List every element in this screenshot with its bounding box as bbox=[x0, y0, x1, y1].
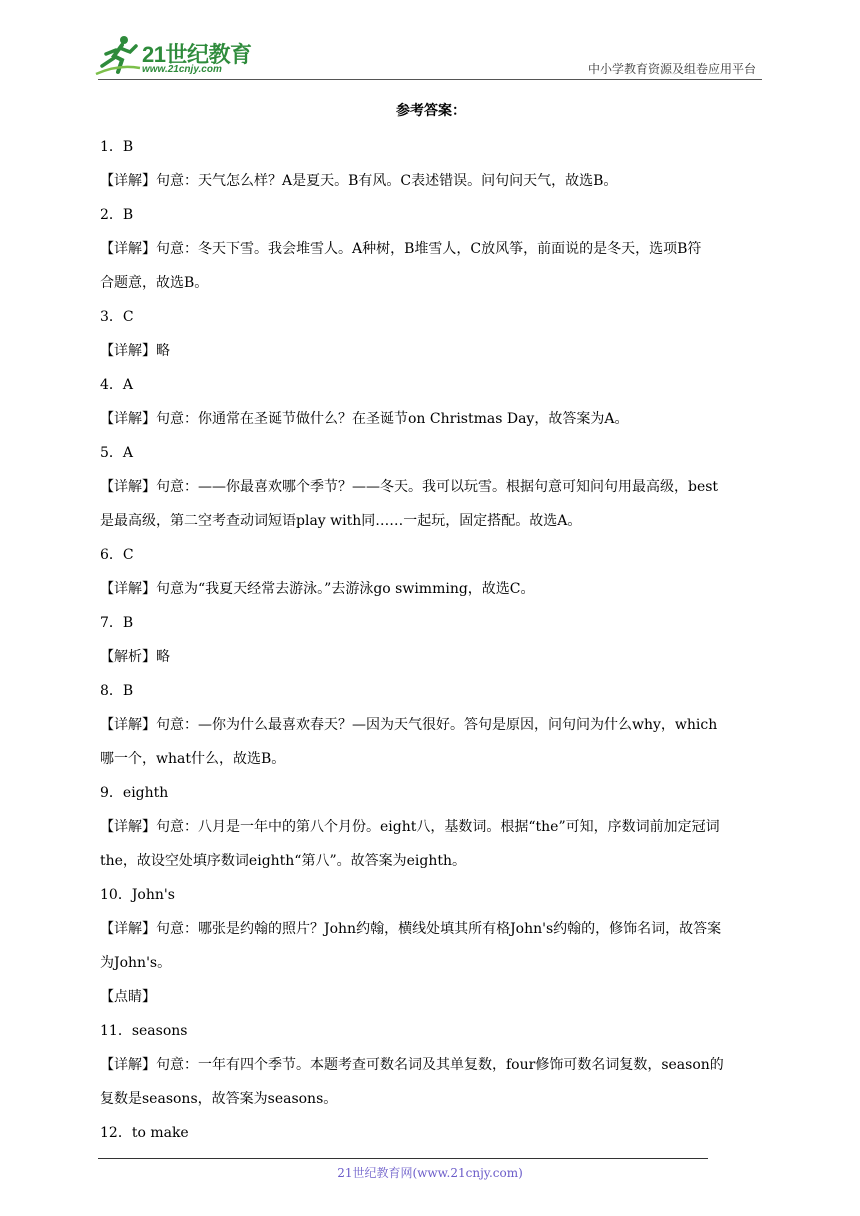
explanation-line: 【详解】句意：一年有四个季节。本题考查可数名词及其单复数，four修饰可数名词复数，season的 bbox=[100, 1057, 724, 1073]
answer-line: 11．seasons bbox=[100, 1023, 188, 1039]
header-divider bbox=[98, 79, 762, 80]
page-title: 参考答案： bbox=[396, 103, 466, 119]
platform-name: 中小学教育资源及组卷应用平台 bbox=[587, 62, 756, 76]
answer-line: 4．A bbox=[100, 377, 134, 393]
answer-line: 10．John's bbox=[100, 887, 175, 903]
explanation-line: 【详解】句意：—你为什么最喜欢春天？—因为天气很好。答句是原因，问句问为什么why，which bbox=[100, 717, 718, 733]
explanation-line: 是最高级，第二空考查动词短语play with同……一起玩，固定搭配。故选A。 bbox=[100, 513, 582, 529]
explanation-line: 【解析】略 bbox=[100, 649, 170, 665]
answer-content bbox=[100, 96, 762, 1150]
logo-text: 21世纪教育 bbox=[142, 42, 252, 67]
explanation-line: 【详解】句意：八月是一年中的第八个月份。eight八，基数词。根据“the”可知，序数词前加定冠词 bbox=[100, 819, 720, 835]
explanation-line: 【详解】句意：冬天下雪。我会堆雪人。A种树，B堆雪人，C放风筝，前面说的是冬天，选项B符 bbox=[100, 241, 702, 257]
answer-line: 3．C bbox=[100, 309, 134, 325]
answer-line: 5．A bbox=[100, 445, 134, 461]
logo-url: www.21cnjy.com bbox=[142, 64, 222, 75]
explanation-line: the，故设空处填序数词eighth“第八”。故答案为eighth。 bbox=[100, 853, 467, 869]
explanation-line: 哪一个，what什么，故选B。 bbox=[100, 751, 286, 767]
answer-line: 7．B bbox=[100, 615, 134, 631]
explanation-line: 【详解】句意为“我夏天经常去游泳。”去游泳go swimming，故选C。 bbox=[100, 581, 535, 597]
answer-line: 6．C bbox=[100, 547, 134, 563]
explanation-line: 复数是seasons，故答案为seasons。 bbox=[100, 1091, 338, 1107]
page-header bbox=[0, 0, 860, 90]
explanation-line: 【详解】句意：天气怎么样？A是夏天。B有风。C表述错误。问句问天气，故选B。 bbox=[100, 173, 618, 189]
footer-divider bbox=[98, 1158, 708, 1159]
explanation-line: 【详解】略 bbox=[100, 343, 170, 359]
explanation-line: 【详解】句意：你通常在圣诞节做什么？在圣诞节on Christmas Day，故答案为A。 bbox=[100, 411, 629, 427]
explanation-line: 合题意，故选B。 bbox=[100, 275, 209, 291]
answer-line: 1．B bbox=[100, 139, 134, 155]
explanation-line: 【点睛】 bbox=[100, 989, 156, 1005]
answer-list bbox=[100, 130, 762, 1150]
explanation-line: 【详解】句意：哪张是约翰的照片？John约翰，横线处填其所有格John's约翰的，修饰名词，故答案 bbox=[100, 921, 722, 937]
footer-source: 21世纪教育网(www.21cnjy.com) bbox=[337, 1166, 523, 1180]
answer-line: 2．B bbox=[100, 207, 134, 223]
explanation-line: 【详解】句意：——你最喜欢哪个季节？——冬天。我可以玩雪。根据句意可知问句用最高级，best bbox=[100, 479, 719, 495]
answer-line: 9．eighth bbox=[100, 785, 169, 801]
answer-line: 8．B bbox=[100, 683, 134, 699]
runner-logo-icon bbox=[94, 34, 142, 78]
answer-line: 12．to make bbox=[100, 1125, 189, 1141]
explanation-line: 为John's。 bbox=[100, 955, 172, 971]
logo bbox=[94, 34, 264, 78]
